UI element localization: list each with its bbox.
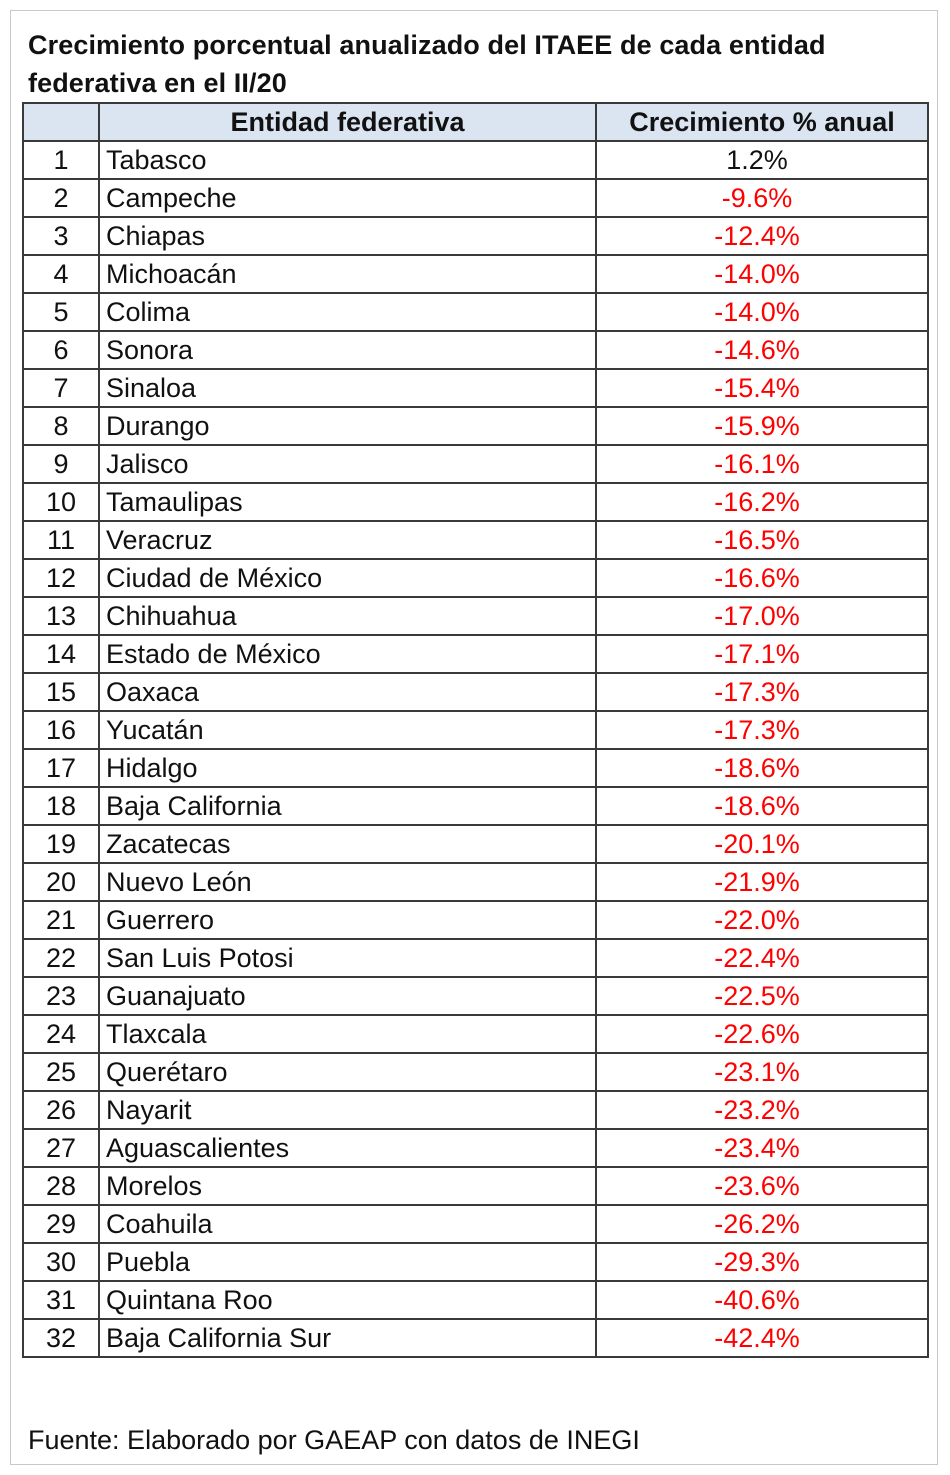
row-growth: -17.3% (596, 673, 928, 711)
table-row (23, 1053, 928, 1091)
row-entity: Morelos (99, 1167, 596, 1205)
row-rank: 1 (23, 141, 99, 179)
row-entity: San Luis Potosi (99, 939, 596, 977)
row-rank: 25 (23, 1053, 99, 1091)
row-growth: -23.1% (596, 1053, 928, 1091)
row-rank: 4 (23, 255, 99, 293)
header-rank (23, 103, 99, 141)
table-row (23, 217, 928, 255)
row-growth: -20.1% (596, 825, 928, 863)
row-rank: 12 (23, 559, 99, 597)
row-growth: -22.6% (596, 1015, 928, 1053)
row-growth: -17.1% (596, 635, 928, 673)
row-growth: -16.6% (596, 559, 928, 597)
table-row (23, 179, 928, 217)
table-row (23, 1129, 928, 1167)
row-entity: Tlaxcala (99, 1015, 596, 1053)
table-body (23, 141, 928, 1357)
row-rank: 2 (23, 179, 99, 217)
table-row (23, 1281, 928, 1319)
growth-table (22, 102, 929, 1358)
row-rank: 22 (23, 939, 99, 977)
table-row (23, 521, 928, 559)
table-row (23, 977, 928, 1015)
row-entity: Ciudad de México (99, 559, 596, 597)
row-entity: Sinaloa (99, 369, 596, 407)
row-growth: -42.4% (596, 1319, 928, 1357)
table-row (23, 825, 928, 863)
row-entity: Yucatán (99, 711, 596, 749)
row-entity: Puebla (99, 1243, 596, 1281)
table-row (23, 749, 928, 787)
table-row (23, 331, 928, 369)
row-growth: -22.5% (596, 977, 928, 1015)
table-row (23, 1091, 928, 1129)
row-growth: -26.2% (596, 1205, 928, 1243)
row-entity: Estado de México (99, 635, 596, 673)
row-growth: -12.4% (596, 217, 928, 255)
row-rank: 17 (23, 749, 99, 787)
row-entity: Querétaro (99, 1053, 596, 1091)
row-entity: Colima (99, 293, 596, 331)
row-growth: -15.9% (596, 407, 928, 445)
row-rank: 20 (23, 863, 99, 901)
row-rank: 21 (23, 901, 99, 939)
row-entity: Oaxaca (99, 673, 596, 711)
table-row (23, 635, 928, 673)
table-header-row (23, 103, 928, 141)
table-row (23, 1243, 928, 1281)
table-row (23, 939, 928, 977)
row-entity: Jalisco (99, 445, 596, 483)
table-row (23, 483, 928, 521)
row-entity: Guerrero (99, 901, 596, 939)
row-growth: -16.1% (596, 445, 928, 483)
row-rank: 7 (23, 369, 99, 407)
source-note: Fuente: Elaborado por GAEAP con datos de INEGI (28, 1425, 640, 1455)
row-entity: Coahuila (99, 1205, 596, 1243)
row-growth: -22.0% (596, 901, 928, 939)
table-row (23, 445, 928, 483)
row-entity: Sonora (99, 331, 596, 369)
row-rank: 13 (23, 597, 99, 635)
table-row (23, 369, 928, 407)
header-entity: Entidad federativa (99, 103, 596, 141)
row-growth: -40.6% (596, 1281, 928, 1319)
row-growth: -18.6% (596, 749, 928, 787)
row-growth: -14.0% (596, 293, 928, 331)
row-entity: Durango (99, 407, 596, 445)
table-row (23, 1167, 928, 1205)
table-row (23, 559, 928, 597)
row-entity: Baja California (99, 787, 596, 825)
table-row (23, 673, 928, 711)
row-entity: Aguascalientes (99, 1129, 596, 1167)
table-row (23, 407, 928, 445)
row-growth: -9.6% (596, 179, 928, 217)
row-growth: -14.6% (596, 331, 928, 369)
row-rank: 11 (23, 521, 99, 559)
row-entity: Michoacán (99, 255, 596, 293)
table-row (23, 863, 928, 901)
row-rank: 26 (23, 1091, 99, 1129)
row-growth: -16.2% (596, 483, 928, 521)
table-row (23, 901, 928, 939)
row-rank: 15 (23, 673, 99, 711)
table-row (23, 293, 928, 331)
row-growth: -21.9% (596, 863, 928, 901)
row-rank: 16 (23, 711, 99, 749)
row-growth: -16.5% (596, 521, 928, 559)
header-growth: Crecimiento % anual (596, 103, 928, 141)
row-growth: -23.4% (596, 1129, 928, 1167)
row-rank: 24 (23, 1015, 99, 1053)
row-rank: 28 (23, 1167, 99, 1205)
table-row (23, 1015, 928, 1053)
table-row (23, 711, 928, 749)
row-rank: 10 (23, 483, 99, 521)
row-entity: Quintana Roo (99, 1281, 596, 1319)
row-rank: 18 (23, 787, 99, 825)
row-rank: 31 (23, 1281, 99, 1319)
row-entity: Campeche (99, 179, 596, 217)
row-entity: Nuevo León (99, 863, 596, 901)
table-row (23, 1319, 928, 1357)
table-row (23, 255, 928, 293)
table-row (23, 141, 928, 179)
row-growth: -17.3% (596, 711, 928, 749)
row-growth: -15.4% (596, 369, 928, 407)
table-title: Crecimiento porcentual anualizado del ITAEE de cada entidad federativa en el II/20 (28, 30, 826, 98)
row-rank: 29 (23, 1205, 99, 1243)
row-entity: Tamaulipas (99, 483, 596, 521)
table-row (23, 787, 928, 825)
row-rank: 30 (23, 1243, 99, 1281)
row-rank: 23 (23, 977, 99, 1015)
row-growth: -29.3% (596, 1243, 928, 1281)
row-rank: 9 (23, 445, 99, 483)
row-entity: Hidalgo (99, 749, 596, 787)
table-row (23, 1205, 928, 1243)
row-rank: 19 (23, 825, 99, 863)
row-growth: -23.2% (596, 1091, 928, 1129)
row-rank: 3 (23, 217, 99, 255)
row-growth: -17.0% (596, 597, 928, 635)
row-rank: 14 (23, 635, 99, 673)
row-growth: 1.2% (596, 141, 928, 179)
row-growth: -14.0% (596, 255, 928, 293)
row-growth: -22.4% (596, 939, 928, 977)
row-rank: 27 (23, 1129, 99, 1167)
row-entity: Chiapas (99, 217, 596, 255)
row-entity: Chihuahua (99, 597, 596, 635)
row-entity: Guanajuato (99, 977, 596, 1015)
row-entity: Tabasco (99, 141, 596, 179)
row-entity: Veracruz (99, 521, 596, 559)
row-entity: Baja California Sur (99, 1319, 596, 1357)
row-rank: 32 (23, 1319, 99, 1357)
row-rank: 6 (23, 331, 99, 369)
row-rank: 5 (23, 293, 99, 331)
row-growth: -18.6% (596, 787, 928, 825)
row-entity: Zacatecas (99, 825, 596, 863)
row-rank: 8 (23, 407, 99, 445)
row-entity: Nayarit (99, 1091, 596, 1129)
row-growth: -23.6% (596, 1167, 928, 1205)
table-row (23, 597, 928, 635)
